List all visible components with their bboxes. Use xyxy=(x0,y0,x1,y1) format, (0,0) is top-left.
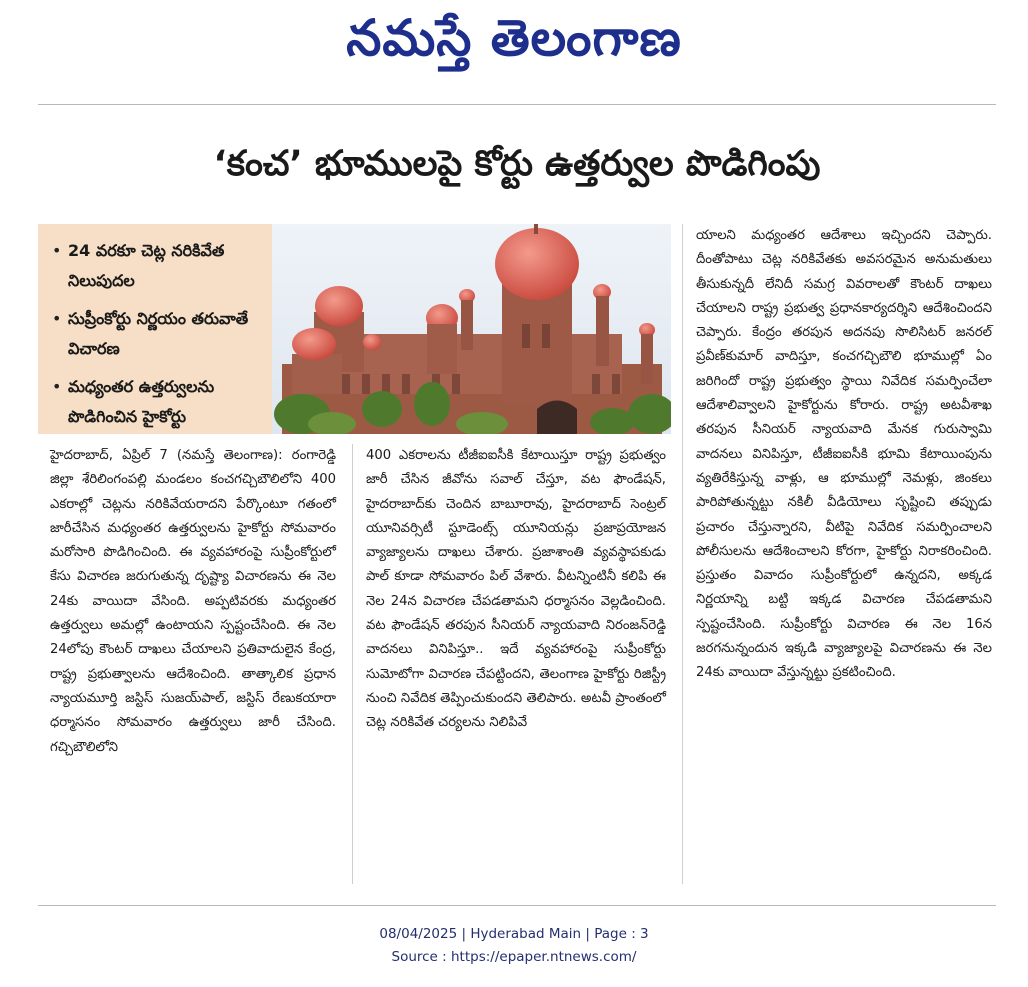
article-column-2 xyxy=(366,444,666,736)
high-court-photo xyxy=(272,224,671,434)
top-divider xyxy=(38,104,996,105)
article-body-text: యాలని మధ్యంతర ఆదేశాలు ఇచ్చిందని చెప్పారు. దీంతోపాటు చెట్ల నరికివేతకు అవసరమైన అనుమతులు తీసుకున్నదీ లేనిదీ సమగ్ర వివరాలతో కౌంటర్ దాఖలు చేయాలని రాష్ట్ర ప్రభుత్వ ప్రధానకార్యదర్శిని ఆదేశించిందని చెప్పారు. కేంద్రం తరపున అదనపు సొలిసిటర్ జనరల్ ప్రవీణ్‌కుమార్ వాదిస్తూ, కంచగచ్చిబౌలి భూముల్లో ఏం జరిగిందో రాష్ట్ర ప్రభుత్వం స్థాయి నివేదిక సమర్పించేలా ఆదేశాలివ్వాలని హైకోర్టును కోరారు. రాష్ట్ర అటవీశాఖ తరపున సీనియర్ న్యాయవాది మేనక గురుస్వామి వాదనలు వినిపిస్తూ, టీజీఐఐసీకి భూమి కేటాయింపును వ్యతిరేకిస్తున్న వాళ్లు, ఆ భూముల్లో నెమళ్లు, జింకలు పారిపోతున్నట్టు నకిలీ వీడియోలు సృష్టించి తప్పుడు ప్రచారం చేస్తున్నారని, వీటిపై నివేదిక సమర్పించాలని పోలీసులను ఆదేశించాలని కోరగా, హైకోర్టు నిరాకరించింది. ప్రస్తుతం వివాదం సుప్రీంకోర్టులో ఉన్నదని, అక్కడ నిర్ణయాన్ని బట్టి ఇక్కడ విచారణ చేపడతామని స్పష్టంచేసింది. సుప్రీంకోర్టు విచారణ ఈ నెల 16న జరగనున్నందున ఇక్కడి వ్యాజ్యాలపై విచారణను ఈ నెల 24కు వాయిదా వేస్తున్నట్టు ప్రకటించింది. xyxy=(696,228,992,681)
article-body-text: 400 ఎకరాలను టీజీఐఐసీకి కేటాయిస్తూ రాష్ట్ర ప్రభుత్వం జారీ చేసిన జీవోను సవాల్ చేస్తూ, వట ఫౌండేషన్, హైదరాబాద్‌కు చెందిన బాబూరావు, హైదరాబాద్ సెంట్రల్ యూనివర్సిటీ స్టూడెంట్స్ యూనియన్లు ప్రజాప్రయోజన వ్యాజ్యాలను దాఖలు చేశారు. ప్రజాశాంతి వ్యవస్థాపకుడు పాల్ కూడా సోమవారం పిల్ వేశారు. వీటన్నింటినీ కలిపి ఈ నెల 24న విచారణ చేపడతామని ధర్మాసనం వెల్లడించింది. వట ఫౌండేషన్ తరపున సీనియర్ న్యాయవాది నిరంజన్‌రెడ్డి వాదనలు వినిపిస్తూ.. ఇదే వ్యవహారంపై సుప్రీంకోర్టు సుమోటోగా విచారణ చేపట్టిందని, తెలంగాణ హైకోర్టు రిజిస్ట్రీ నుంచి నివేదిక తెప్పించుకుందని తెలిపారు. అటవీ ప్రాంతంలో చెట్ల నరికివేత చర్యలను నిలిపివే xyxy=(366,448,666,731)
highlights-box xyxy=(38,224,272,434)
bullet-icon: • xyxy=(52,241,62,260)
article-headline: ‘కంచ’ భూములపై కోర్టు ఉత్తర్వుల పొడిగింపు xyxy=(213,144,821,184)
footer-source: Source : https://epaper.ntnews.com/ xyxy=(391,949,637,965)
article-column-3 xyxy=(696,224,992,686)
highlight-item xyxy=(52,372,266,432)
highlight-item xyxy=(52,304,266,364)
highlight-text: సుప్రీంకోర్టు నిర్ణయం తరువాతే విచారణ xyxy=(68,309,249,358)
highlight-item xyxy=(52,236,266,296)
bullet-icon: • xyxy=(52,309,62,328)
footer-dateline: 08/04/2025 | Hyderabad Main | Page : 3 xyxy=(379,926,649,942)
bottom-divider xyxy=(38,905,996,906)
masthead-logo: నమస్తే తెలంగాణ xyxy=(346,8,682,67)
high-court-building-image xyxy=(272,224,671,434)
bullet-icon: • xyxy=(52,377,62,396)
highlight-text: 24 వరకూ చెట్ల నరికివేత నిలుపుదల xyxy=(68,241,225,290)
column-divider xyxy=(352,444,353,884)
highlight-text: మధ్యంతర ఉత్తర్వులను పొడిగించిన హైకోర్టు xyxy=(68,377,215,426)
article-column-1 xyxy=(50,444,336,760)
column-divider xyxy=(682,224,683,884)
article-body-text: హైదరాబాద్, ఏప్రిల్ 7 (నమస్తే తెలంగాణ): రంగారెడ్డి జిల్లా శేరిలింగంపల్లి మండలం కంచగచ్చిబౌలిలోని 400 ఎకరాల్లో చెట్లను నరికివేయరాదని పేర్కొంటూ గతంలో జారీచేసిన మధ్యంతర ఉత్తర్వులను హైకోర్టు సోమవారం మరోసారి పొడిగించింది. ఈ వ్యవహారంపై సుప్రీంకోర్టులో కేసు విచారణ జరుగుతున్న దృష్ట్యా విచారణను ఈ నెల 24కు వాయిదా వేసింది. అప్పటివరకు మధ్యంతర ఉత్తర్వులు అమల్లో ఉంటాయని స్పష్టంచేసింది. ఈ నెల 24లోపు కౌంటర్ దాఖలు చేయాలని ప్రతివాదులైన కేంద్ర, రాష్ట్ర ప్రభుత్వాలను ఆదేశించింది. తాత్కాలిక ప్రధాన న్యాయమూర్తి జస్టిస్ సుజయ్‌పాల్, జస్టిస్ రేణుకయారా ధర్మాసనం సోమవారం ఉత్తర్వులు జారీ చేసింది. గచ్చిబౌలిలోని xyxy=(50,448,336,755)
